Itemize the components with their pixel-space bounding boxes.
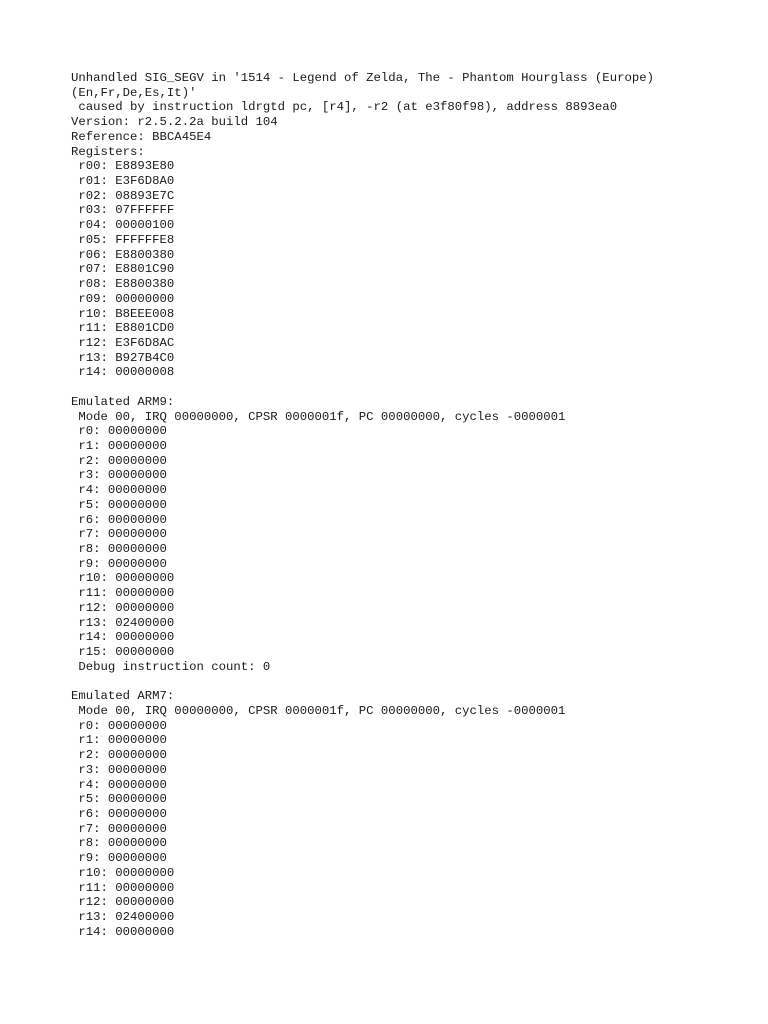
host-register-line: r04: 00000100 (71, 218, 175, 233)
arm9-heading: Emulated ARM9: (71, 394, 175, 409)
arm7-register-line: r1: 00000000 (71, 733, 167, 748)
arm9-register-line: r2: 00000000 (71, 453, 167, 468)
host-register-line: r01: E3F6D8A0 (71, 174, 175, 189)
arm9-register-line: r13: 02400000 (71, 615, 175, 630)
arm9-register-line: r10: 00000000 (71, 571, 175, 586)
host-register-line: r09: 00000000 (71, 291, 175, 306)
signal-line-continuation: (En,Fr,De,Es,It)' (71, 85, 197, 100)
registers-heading: Registers: (71, 144, 145, 159)
host-register-line: r00: E8893E80 (71, 159, 175, 174)
arm7-register-line: r8: 00000000 (71, 836, 167, 851)
arm9-register-line: r1: 00000000 (71, 438, 167, 453)
host-register-line: r02: 08893E7C (71, 188, 175, 203)
arm7-register-line: r10: 00000000 (71, 865, 175, 880)
host-register-line: r05: FFFFFFE8 (71, 232, 175, 247)
reference-line: Reference: BBCA45E4 (71, 129, 212, 144)
arm9-register-line: r6: 00000000 (71, 512, 167, 527)
arm9-register-line: r8: 00000000 (71, 542, 167, 556)
arm7-register-line: r12: 00000000 (71, 895, 175, 910)
arm7-register-line: r13: 02400000 (71, 909, 175, 924)
arm7-register-line: r4: 00000000 (71, 777, 167, 792)
arm9-register-line: r0: 00000000 (71, 424, 167, 439)
arm9-debug-line: Debug instruction count: 0 (71, 659, 271, 674)
arm7-register-line: r0: 00000000 (71, 718, 167, 733)
arm9-register-line: r4: 00000000 (71, 483, 167, 498)
host-register-list (71, 159, 751, 380)
crash-report-document (71, 71, 751, 939)
arm9-register-line: r9: 00000000 (71, 556, 167, 571)
arm9-register-line: r14: 00000000 (71, 630, 175, 645)
signal-line: Unhandled SIG_SEGV in '1514 - Legend of Zelda, The - Phantom Hourglass (Europe) (71, 71, 654, 85)
arm9-register-line: r7: 00000000 (71, 527, 167, 542)
host-register-line: r08: E8800380 (71, 277, 175, 292)
host-register-line: r14: 00000008 (71, 365, 175, 380)
arm7-register-line: r2: 00000000 (71, 748, 167, 763)
arm7-heading: Emulated ARM7: (71, 689, 175, 704)
cause-line: caused by instruction ldrgtd pc, [r4], -r2 (at e3f80f98), address 8893ea0 (71, 100, 618, 115)
arm9-register-line: r12: 00000000 (71, 600, 175, 615)
arm7-register-line: r14: 00000000 (71, 924, 175, 939)
host-register-line: r03: 07FFFFFF (71, 203, 175, 218)
arm7-register-line: r3: 00000000 (71, 762, 167, 777)
arm7-register-line: r11: 00000000 (71, 880, 175, 895)
arm9-register-line: r11: 00000000 (71, 586, 175, 601)
version-line: Version: r2.5.2.2a build 104 (71, 115, 278, 130)
host-register-line: r10: B8EEE008 (71, 306, 175, 321)
host-register-line: r06: E8800380 (71, 247, 175, 262)
arm7-mode-line: Mode 00, IRQ 00000000, CPSR 0000001f, PC 00000000, cycles -0000001 (71, 703, 566, 718)
host-register-line: r12: E3F6D8AC (71, 335, 175, 350)
section-spacer (71, 674, 751, 689)
arm7-register-line: r7: 00000000 (71, 821, 167, 836)
arm9-section (71, 395, 751, 675)
arm7-section (71, 689, 751, 939)
arm7-register-line: r6: 00000000 (71, 806, 167, 821)
arm9-register-line: r5: 00000000 (71, 497, 167, 512)
arm9-mode-line: Mode 00, IRQ 00000000, CPSR 0000001f, PC 00000000, cycles -0000001 (71, 409, 566, 424)
arm9-register-line: r15: 00000000 (71, 645, 175, 660)
arm7-register-line: r9: 00000000 (71, 851, 167, 866)
section-spacer (71, 380, 751, 395)
arm7-register-line: r5: 00000000 (71, 792, 167, 807)
host-register-line: r07: E8801C90 (71, 262, 175, 277)
host-register-line: r11: E8801CD0 (71, 321, 175, 336)
host-register-line: r13: B927B4C0 (71, 350, 175, 365)
arm9-register-line: r3: 00000000 (71, 468, 167, 483)
